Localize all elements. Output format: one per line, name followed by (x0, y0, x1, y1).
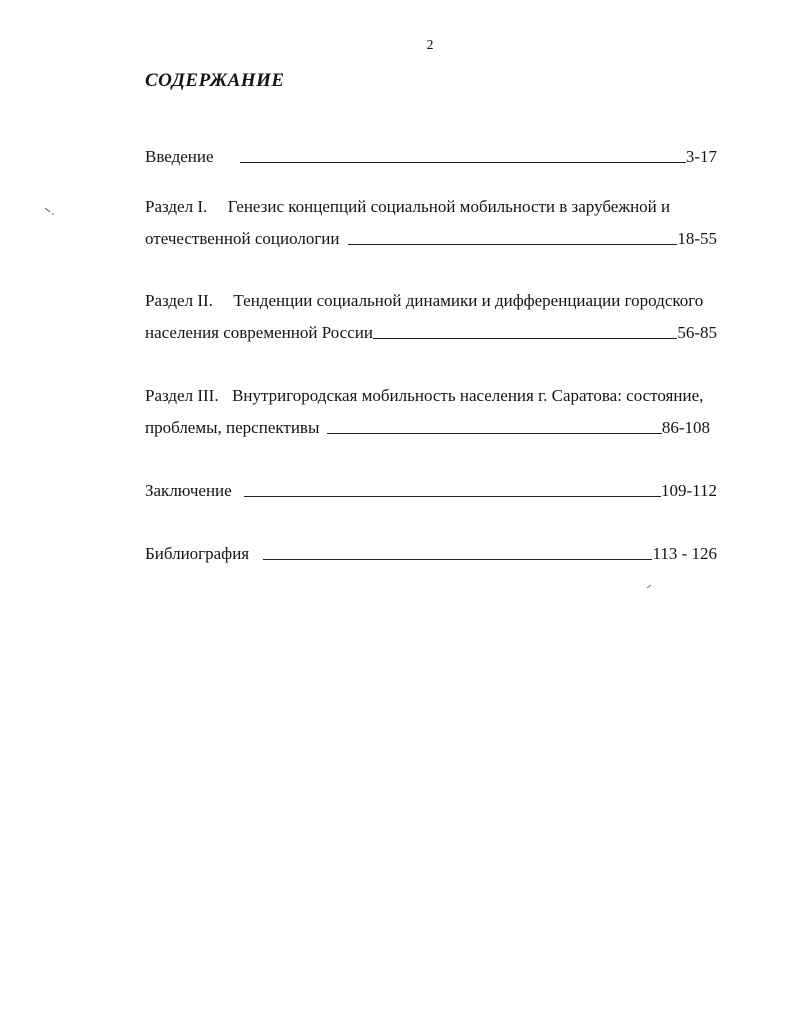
toc-entry-pages: 113 - 126 (652, 544, 717, 563)
toc-entry-label: Введение (145, 147, 214, 166)
toc-entry-label-continued: отечественной социологии (145, 229, 340, 248)
toc-entry-label: Генезис концепций социальной мобильности в зарубежной и (227, 197, 671, 216)
toc-entry-introduction (145, 146, 717, 168)
toc-entry-section-3-line2 (145, 417, 710, 439)
toc-leader-line (240, 162, 686, 163)
toc-entry-conclusion (145, 480, 717, 502)
toc-entry-prefix: Раздел II. (145, 291, 213, 310)
toc-entry-section-3-line1 (145, 385, 703, 407)
toc-leader-line (348, 244, 678, 245)
toc-entry-bibliography (145, 543, 717, 565)
toc-entry-label-continued: населения современной России (145, 323, 373, 342)
toc-leader-line (263, 559, 652, 560)
toc-entry-pages: 109-112 (660, 481, 717, 500)
toc-entry-pages: 18-55 (677, 229, 717, 248)
toc-entry-pages: 86-108 (661, 418, 710, 437)
toc-entry-label: Тенденции социальной динамики и дифференциации городского (233, 291, 704, 310)
toc-entry-label: Внутригородская мобильность населения г. Саратова: состояние, (232, 386, 704, 405)
toc-entry-prefix: Раздел III. (145, 386, 219, 405)
page-number: 2 (426, 38, 434, 53)
toc-leader-line (244, 496, 661, 497)
toc-entry-pages: 56-85 (677, 323, 717, 342)
toc-entry-pages: 3-17 (685, 147, 717, 166)
page-title: СОДЕРЖАНИЕ (145, 70, 285, 91)
toc-entry-prefix: Раздел I. (145, 197, 208, 216)
scan-speck-mark (44, 206, 56, 216)
toc-entry-label: Библиография (145, 544, 250, 563)
toc-entry-label-continued: проблемы, перспективы (145, 418, 320, 437)
toc-leader-line (327, 433, 661, 434)
toc-leader-line (373, 338, 677, 339)
toc-entry-label: Заключение (145, 481, 232, 500)
scan-speck-mark (646, 583, 654, 589)
toc-entry-section-2-line1 (145, 290, 703, 312)
toc-entry-section-2-line2 (145, 322, 717, 344)
toc-entry-section-1-line1 (145, 196, 670, 218)
toc-entry-section-1-line2 (145, 228, 717, 250)
